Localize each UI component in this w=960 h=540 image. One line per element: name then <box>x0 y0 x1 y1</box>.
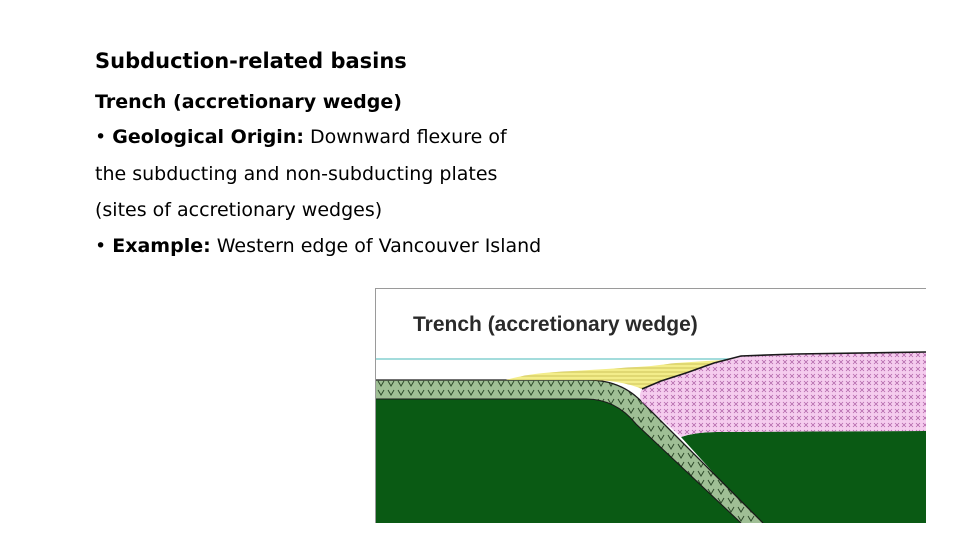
trench-diagram-svg <box>376 289 926 523</box>
origin-text-line-1: Downward flexure of <box>303 126 507 148</box>
origin-text-line-2: the subducting and non-subducting plates <box>95 163 498 185</box>
example-label: Example: <box>112 235 211 257</box>
bullet-example <box>95 235 541 257</box>
bullet-origin <box>95 126 507 148</box>
slide-title: Subduction-related basins <box>95 49 407 73</box>
subtitle-trench: Trench (accretionary wedge) <box>95 91 402 113</box>
example-text: Western edge of Vancouver Island <box>210 235 542 257</box>
bullet-glyph: • <box>95 126 113 148</box>
origin-text-line-3: (sites of accretionary wedges) <box>95 199 383 221</box>
origin-label: Geological Origin: <box>112 126 304 148</box>
trench-diagram <box>375 288 926 523</box>
figure-title: Trench (accretionary wedge) <box>413 313 698 336</box>
bullet-glyph-2: • <box>95 235 113 257</box>
